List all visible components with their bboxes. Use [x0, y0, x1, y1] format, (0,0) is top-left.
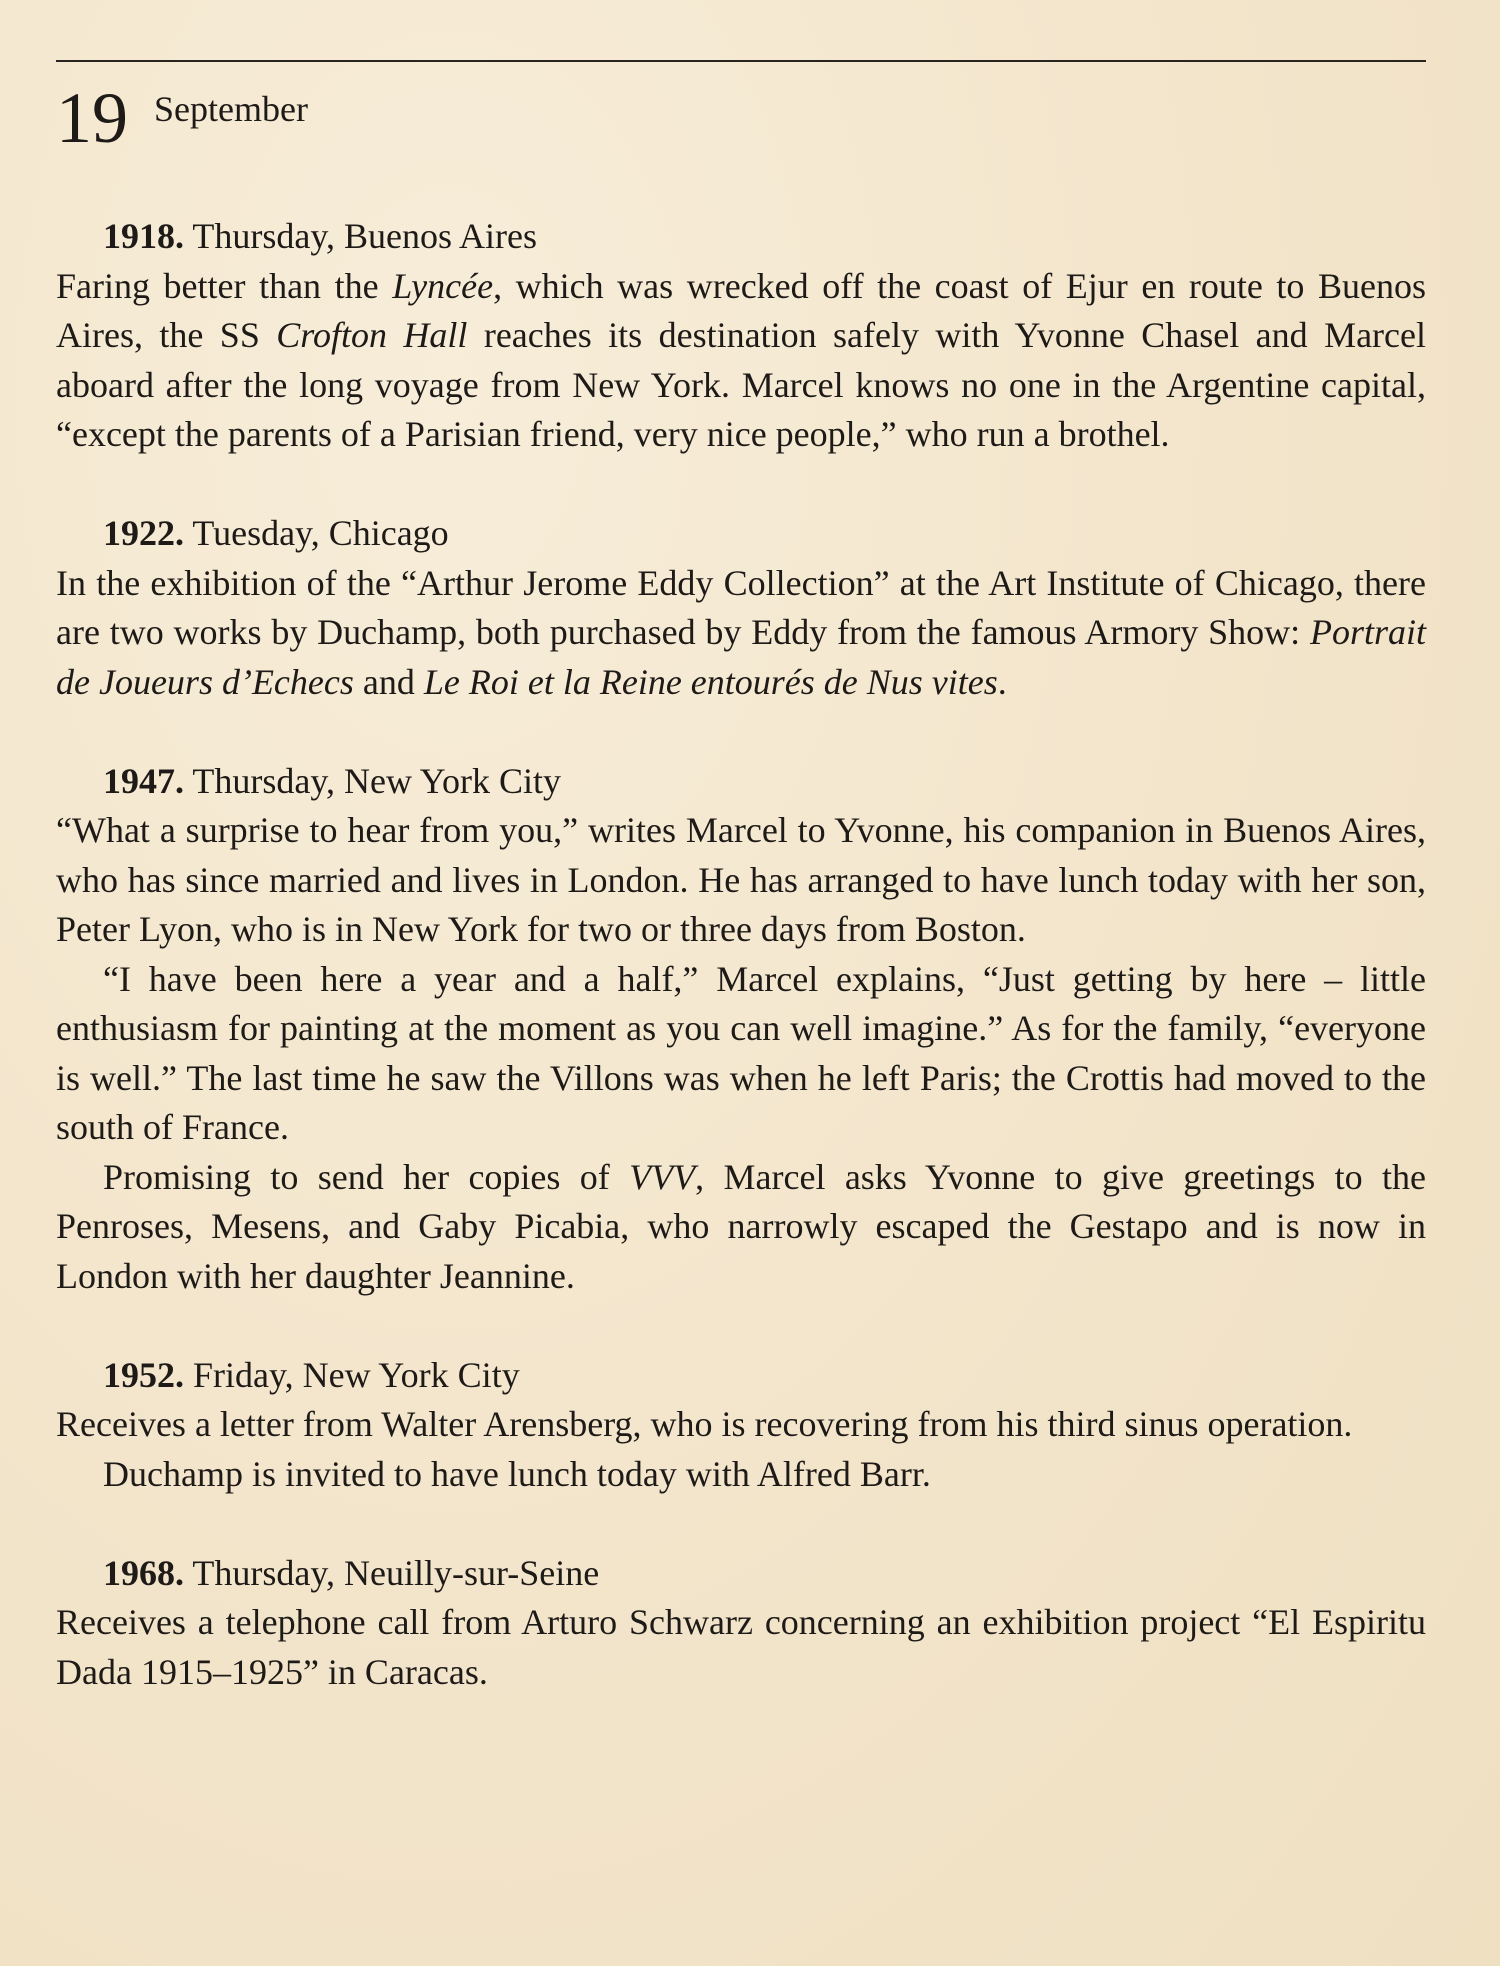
entry-place: Thursday, New York City — [192, 760, 562, 801]
diary-entry — [56, 1549, 1426, 1698]
entry-place: Thursday, Neuilly-sur-Seine — [192, 1552, 600, 1593]
italic-title: Portrait de Joueurs d’Echecs — [56, 612, 1426, 702]
entry-place: Thursday, Buenos Aires — [192, 216, 537, 256]
entry-heading — [56, 509, 1426, 559]
entry-year: 1922. — [103, 513, 184, 553]
day-number: 19 — [56, 78, 128, 158]
month-name: September — [154, 89, 308, 129]
date-header — [56, 78, 308, 158]
entry-heading — [56, 757, 1426, 807]
text-run: Receives a telephone call from Arturo Schwarz concerning an exhibition project “El Espiritu Dada 1915–1925” in Caracas. — [56, 1602, 1426, 1692]
entry-paragraph — [56, 1153, 1426, 1302]
text-run: and — [353, 661, 424, 702]
diary-entry — [56, 1351, 1426, 1500]
diary-entry — [56, 212, 1426, 460]
text-run: , which was wrecked off the coast of Ejur en route to Buenos Aires, the SS — [56, 265, 1426, 355]
entry-place: Tuesday, Chicago — [192, 513, 449, 553]
text-run: . — [997, 661, 1007, 702]
text-run: “What a surprise to hear from you,” writes Marcel to Yvonne, his companion in Buenos Aires, who has since married and lives in London. He has arranged to have lunch today with her son, Peter Lyon, who is in New York for two or three days from Boston. — [56, 810, 1426, 949]
entry-paragraph — [56, 955, 1426, 1153]
entry-year: 1947. — [103, 760, 184, 801]
entry-paragraph — [56, 262, 1426, 460]
entry-paragraph — [56, 806, 1426, 955]
entry-paragraph — [56, 1400, 1426, 1450]
text-run: In the exhibition of the “Arthur Jerome Eddy Collection” at the Art Institute of Chicago, there are two works by Duchamp, both purchased by Eddy from the famous Armory Show: — [56, 562, 1426, 652]
entry-paragraph — [56, 559, 1426, 708]
entry-year: 1952. — [103, 1354, 184, 1395]
entry-paragraph — [56, 1450, 1426, 1500]
italic-title: Lyncée — [392, 265, 494, 306]
entry-year: 1918. — [103, 216, 184, 256]
text-run: Promising to send her copies of — [103, 1156, 630, 1197]
entry-place: Friday, New York City — [193, 1354, 520, 1395]
diary-entry — [56, 509, 1426, 707]
entry-paragraph — [56, 1598, 1426, 1697]
top-rule — [56, 60, 1426, 62]
diary-entry — [56, 757, 1426, 1302]
entry-heading — [56, 212, 1426, 262]
italic-title: VVV — [629, 1156, 696, 1197]
text-run: , Marcel asks Yvonne to give greetings to the Penroses, Mesens, and Gaby Picabia, who narrowly escaped the Gestapo and is now in London with her daughter Jeannine. — [56, 1156, 1426, 1296]
entry-year: 1968. — [103, 1552, 184, 1593]
italic-title: Le Roi et la Reine entourés de Nus vites — [423, 661, 998, 702]
entry-heading — [56, 1549, 1426, 1599]
text-run: reaches its destination safely with Yvonne Chasel and Marcel aboard after the long voyage from New York. Marcel knows no one in the Argentine capital, “except the parents of a Parisian friend, very nice people,” who run a brothel. — [56, 315, 1427, 454]
text-run: Receives a letter from Walter Arensberg, who is recovering from his third sinus operation. — [56, 1404, 1353, 1444]
entry-heading — [56, 1351, 1426, 1401]
text-run: “I have been here a year and a half,” Marcel explains, “Just getting by here – little enthusiasm for painting at the moment as you can well imagine.” As for the family, “everyone is well.” The last time he saw the Villons was when he left Paris; the Crottis had moved to the south of France. — [56, 958, 1426, 1147]
text-run: Faring better than the — [56, 265, 393, 306]
text-run: Duchamp is invited to have lunch today with Alfred Barr. — [103, 1453, 931, 1494]
entries-list — [56, 212, 1426, 1747]
italic-title: Crofton Hall — [276, 315, 468, 355]
